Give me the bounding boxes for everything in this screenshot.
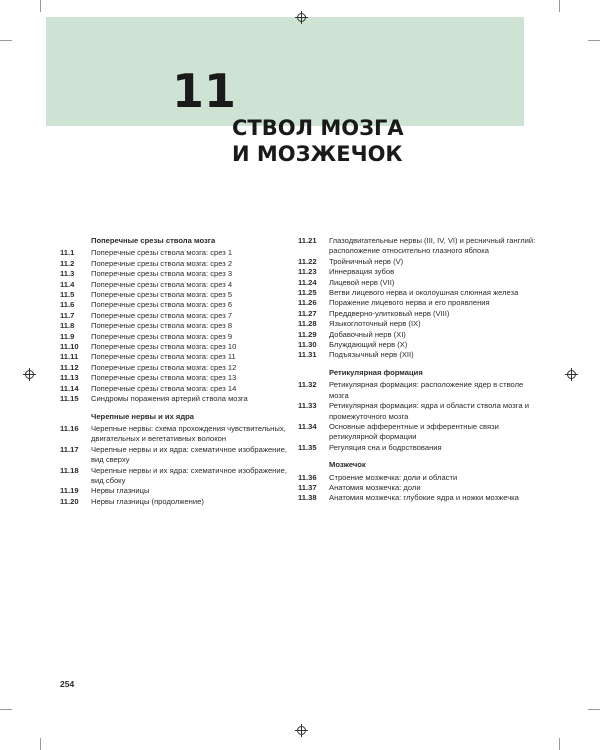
- entry-number: 11.23: [298, 267, 317, 277]
- entry-number: 11.30: [298, 340, 317, 350]
- toc-entry: [60, 466, 288, 487]
- toc-entry: [60, 248, 288, 258]
- entry-number: 11.6: [60, 300, 75, 310]
- entry-title: Подъязычный нерв (XII): [329, 350, 414, 360]
- entry-title: Основные афферентные и эфферентные связи ретикулярной формации: [329, 421, 499, 442]
- entry-title: Поперечные срезы ствола мозга: срез 5: [91, 290, 233, 300]
- crop-mark: [40, 738, 41, 750]
- toc-entry: [60, 352, 288, 362]
- crop-mark: [588, 40, 600, 41]
- entry-number: 11.31: [298, 350, 317, 360]
- toc-entry: [298, 401, 536, 422]
- toc-section: [60, 412, 288, 508]
- toc-right-column: [298, 236, 536, 511]
- toc-entry: [60, 259, 288, 269]
- entry-number: 11.10: [60, 342, 79, 352]
- entry-number: 11.7: [60, 310, 75, 320]
- toc-entry: [298, 473, 536, 483]
- registration-mark-icon: [297, 13, 306, 22]
- entry-number: 11.2: [60, 258, 75, 268]
- entry-title: Поперечные срезы ствола мозга: срез 1: [91, 248, 233, 258]
- entry-number: 11.17: [60, 444, 79, 454]
- toc-entry: [60, 280, 288, 290]
- entry-number: 11.38: [298, 493, 317, 503]
- entry-title: Поперечные срезы ствола мозга: срез 12: [91, 362, 237, 372]
- toc-entry: [60, 290, 288, 300]
- toc-entry: [60, 424, 288, 445]
- entry-number: 11.3: [60, 269, 75, 279]
- entry-title: Строение мозжечка: доли и области: [329, 472, 458, 482]
- toc-entry: [60, 321, 288, 331]
- entry-number: 11.22: [298, 256, 317, 266]
- toc-section: [60, 236, 288, 405]
- crop-mark: [588, 709, 600, 710]
- entry-number: 11.13: [60, 373, 79, 383]
- toc-entry: [60, 445, 288, 466]
- toc-entry: [60, 332, 288, 342]
- entry-title: Поперечные срезы ствола мозга: срез 2: [91, 258, 233, 268]
- entry-title: Глазодвигательные нервы (III, IV, VI) и ресничный ганглий: расположение относительно глазного яблока: [329, 236, 536, 256]
- entry-title: Поперечные срезы ствола мозга: срез 10: [91, 342, 237, 352]
- toc-entry: [298, 443, 536, 453]
- entry-title: Синдромы поражения артерий ствола мозга: [91, 394, 248, 404]
- toc-section: [298, 368, 536, 453]
- toc-entry: [60, 486, 288, 496]
- toc-entry: [60, 269, 288, 279]
- entry-number: 11.28: [298, 319, 317, 329]
- toc-entry: [298, 288, 536, 298]
- toc-entry: [60, 497, 288, 507]
- entry-title: Преддверно-улитковый нерв (VIII): [329, 308, 450, 318]
- toc-entry: [60, 342, 288, 352]
- entry-title: Черепные нервы: схема прохождения чувствительных, двигательных и вегетативных волокон: [91, 423, 286, 444]
- entry-title: Поперечные срезы ствола мозга: срез 8: [91, 321, 233, 331]
- section-heading: Черепные нервы и их ядра: [91, 411, 195, 421]
- entry-number: 11.26: [298, 298, 317, 308]
- entry-number: 11.35: [298, 442, 317, 452]
- toc-entry: [298, 257, 536, 267]
- chapter-number: 11: [172, 64, 237, 118]
- crop-mark: [40, 0, 41, 12]
- page-number: 254: [60, 679, 75, 689]
- entry-number: 11.37: [298, 482, 317, 492]
- entry-number: 11.15: [60, 394, 79, 404]
- entry-title: Анатомия мозжечка: доли: [329, 482, 421, 492]
- toc-entry: [298, 330, 536, 340]
- entry-title: Языкоглоточный нерв (IX): [329, 319, 421, 329]
- toc-entry: [298, 319, 536, 329]
- toc-section: [298, 236, 536, 361]
- entry-number: 11.16: [60, 423, 79, 433]
- section-heading: Поперечные срезы ствола мозга: [91, 236, 216, 245]
- entry-title: Поперечные срезы ствола мозга: срез 7: [91, 310, 233, 320]
- entry-number: 11.27: [298, 308, 317, 318]
- entry-number: 11.21: [298, 236, 317, 245]
- toc-entry: [298, 298, 536, 308]
- toc-left-column: [60, 236, 288, 514]
- entry-title: Черепные нервы и их ядра: схематичное изображение, вид сверху: [91, 444, 287, 465]
- entry-number: 11.19: [60, 486, 79, 496]
- entry-title: Поперечные срезы ствола мозга: срез 4: [91, 279, 233, 289]
- chapter-title: [232, 115, 404, 167]
- entry-title: Поперечные срезы ствола мозга: срез 11: [91, 352, 236, 362]
- toc-entry: [60, 394, 288, 404]
- entry-title: Поперечные срезы ствола мозга: срез 14: [91, 383, 237, 393]
- entry-title: Тройничный нерв (V): [329, 256, 404, 266]
- chapter-title-line-1: СТВОЛ МОЗГА: [232, 116, 404, 140]
- registration-mark-icon: [297, 726, 306, 735]
- entry-title: Черепные нервы и их ядра: схематичное изображение, вид сбоку: [91, 465, 287, 485]
- toc-entry: [298, 236, 536, 257]
- toc-entry: [298, 422, 536, 443]
- entry-title: Поперечные срезы ствола мозга: срез 13: [91, 373, 237, 383]
- entry-title: Ретикулярная формация: расположение ядер в стволе мозга: [329, 380, 524, 400]
- entry-number: 11.5: [60, 290, 75, 300]
- toc-entry: [60, 311, 288, 321]
- entry-number: 11.36: [298, 472, 317, 482]
- entry-title: Поперечные срезы ствола мозга: срез 6: [91, 300, 233, 310]
- entry-title: Иннервация зубов: [329, 267, 395, 277]
- entry-title: Лицевой нерв (VII): [329, 277, 395, 287]
- entry-number: 11.32: [298, 380, 317, 390]
- toc-entry: [298, 493, 536, 503]
- toc-entry: [60, 300, 288, 310]
- entry-title: Поперечные срезы ствола мозга: срез 3: [91, 269, 233, 279]
- chapter-title-line-2: И МОЗЖЕЧОК: [232, 142, 403, 166]
- crop-mark: [0, 709, 12, 710]
- entry-number: 11.20: [60, 496, 79, 506]
- toc-entry: [60, 363, 288, 373]
- toc-entry: [60, 384, 288, 394]
- registration-mark-icon: [567, 370, 576, 379]
- entry-number: 11.29: [298, 329, 317, 339]
- entry-number: 11.4: [60, 279, 75, 289]
- entry-title: Ретикулярная формация: ядра и области ствола мозга и промежуточного мозга: [329, 401, 529, 421]
- entry-number: 11.9: [60, 331, 75, 341]
- toc-entry: [298, 278, 536, 288]
- entry-number: 11.34: [298, 421, 317, 431]
- section-heading: Мозжечок: [329, 460, 366, 470]
- toc-entry: [298, 483, 536, 493]
- toc-entry: [298, 350, 536, 360]
- toc-entry: [60, 373, 288, 383]
- entry-title: Блуждающий нерв (X): [329, 340, 408, 350]
- entry-number: 11.14: [60, 383, 79, 393]
- entry-title: Нервы глазницы: [91, 486, 150, 496]
- toc-entry: [298, 267, 536, 277]
- entry-title: Добавочный нерв (XI): [329, 329, 406, 339]
- crop-mark: [559, 738, 560, 750]
- entry-title: Регуляция сна и бодрствования: [329, 442, 442, 452]
- entry-title: Анатомия мозжечка: глубокие ядра и ножки мозжечка: [329, 493, 519, 503]
- toc-entry: [298, 309, 536, 319]
- entry-number: 11.12: [60, 362, 79, 372]
- entry-number: 11.1: [60, 248, 75, 258]
- toc-entry: [298, 340, 536, 350]
- entry-number: 11.11: [60, 352, 79, 362]
- toc-entry: [298, 380, 536, 401]
- entry-title: Нервы глазницы (продолжение): [91, 496, 204, 506]
- toc-section: [298, 460, 536, 504]
- entry-number: 11.8: [60, 321, 75, 331]
- entry-number: 11.33: [298, 401, 317, 411]
- entry-title: Ветви лицевого нерва и околоушная слюнная железа: [329, 288, 519, 298]
- entry-title: Поперечные срезы ствола мозга: срез 9: [91, 331, 233, 341]
- entry-number: 11.24: [298, 277, 317, 287]
- chapter-header-band: [46, 17, 524, 126]
- entry-number: 11.25: [298, 288, 317, 298]
- crop-mark: [559, 0, 560, 12]
- entry-number: 11.18: [60, 465, 79, 475]
- entry-title: Поражение лицевого нерва и его проявления: [329, 298, 490, 308]
- section-heading: Ретикулярная формация: [329, 367, 423, 377]
- registration-mark-icon: [25, 370, 34, 379]
- crop-mark: [0, 40, 12, 41]
